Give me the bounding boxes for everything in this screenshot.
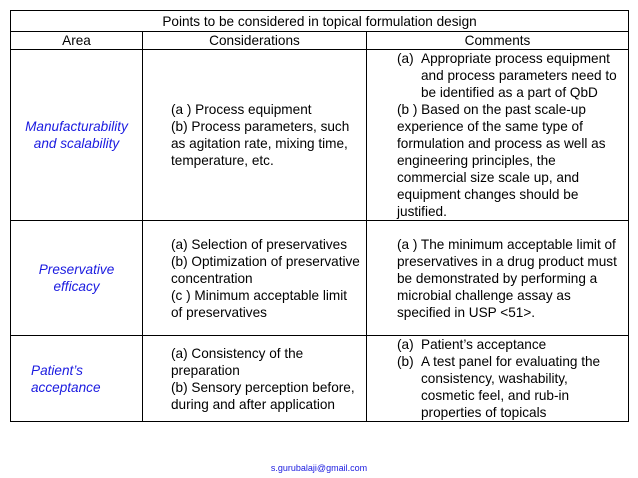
table-title-row (11, 11, 629, 32)
header-area: Area (11, 32, 143, 50)
formulation-design-table (10, 10, 629, 422)
table-row (11, 50, 629, 221)
consideration-item: (a ) Process equipment (171, 102, 312, 117)
area-line: acceptance (31, 379, 101, 395)
comment-tag: (a) (397, 337, 414, 352)
area-line: efficacy (53, 279, 100, 294)
comment-item (397, 336, 624, 353)
comments-cell (367, 50, 629, 221)
comment-tag: (a) (397, 51, 414, 66)
considerations-cell (143, 50, 367, 221)
area-cell (11, 336, 143, 422)
comment-item (397, 353, 624, 421)
area-line: Manufacturability (25, 119, 128, 134)
consideration-item: (b) Process parameters, such as agitation rate, mixing time, temperature, etc. (171, 119, 350, 168)
consideration-item: (b) Optimization of preservative concentration (171, 253, 360, 286)
comment-item (397, 50, 624, 101)
area-cell (11, 50, 143, 221)
header-considerations: Considerations (143, 32, 367, 50)
consideration-item: (a) Consistency of the preparation (171, 345, 304, 378)
table-header-row (11, 32, 629, 50)
considerations-cell (143, 221, 367, 336)
header-comments: Comments (367, 32, 629, 50)
consideration-item: (c ) Minimum acceptable limit of preservatives (171, 287, 348, 320)
table-title: Points to be considered in topical formulation design (11, 11, 629, 32)
comment-text: (a ) The minimum acceptable limit of preservatives in a drug product must be demonstrated by performing a microbial challenge assay as specified in USP <51>. (397, 236, 617, 320)
comments-cell (367, 221, 629, 336)
consideration-item: (b) Sensory perception before, during and after application (171, 379, 355, 412)
comment-text: Appropriate process equipment and process parameters need to be identified as a part of QbD (421, 51, 617, 100)
considerations-cell (143, 336, 367, 422)
table-row (11, 221, 629, 336)
area-cell (11, 221, 143, 336)
comment-text: (b ) Based on the past scale-up experience of the same type of formulation and process as well as engineering principles, the commercial size scale up, and equipment changes should be justified. (397, 102, 606, 219)
comment-text: Patient’s acceptance (421, 337, 547, 352)
area-line: Preservative (38, 262, 115, 277)
table-row (11, 336, 629, 422)
area-line: Patient’s (31, 362, 83, 378)
comment-tag: (b) (397, 354, 414, 369)
consideration-item: (a) Selection of preservatives (171, 236, 348, 252)
comment-text: A test panel for evaluating the consistency, washability, cosmetic feel, and rub-in properties of topicals (421, 354, 601, 420)
area-line: and scalability (33, 136, 120, 151)
footer-email: s.gurubalaji@gmail.com (270, 463, 368, 473)
comments-cell (367, 336, 629, 422)
